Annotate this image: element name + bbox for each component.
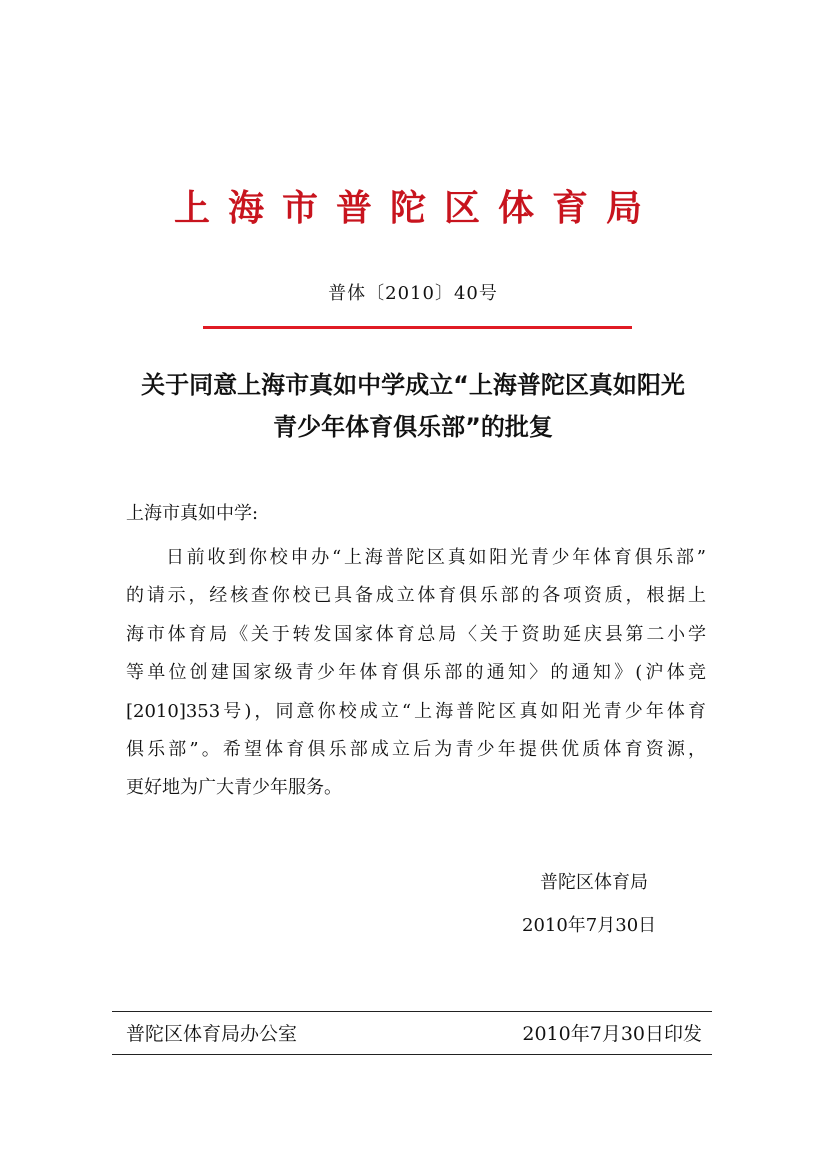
document-title: [110, 364, 716, 448]
body-line: [2010]353号)，同意你校成立“上海普陀区真如阳光青少年体育: [126, 700, 706, 722]
footer-top-rule: [112, 1011, 712, 1012]
body-line: 更好地为广大青少年服务。: [126, 777, 342, 799]
body-line: 等单位创建国家级青少年体育俱乐部的通知〉的通知》(沪体竞: [126, 662, 706, 684]
issuer-heading: 上海市普陀区体育局: [173, 187, 660, 229]
signature-date: 2010年7月30日: [522, 915, 657, 936]
footer-issue-date: 2010年7月30日印发: [522, 1023, 702, 1045]
document-title-line: 青少年体育俱乐部”的批复: [273, 413, 553, 441]
body-line: 的请示，经核查你校已具备成立体育俱乐部的各项资质，根据上: [126, 585, 706, 607]
signature-org: 普陀区体育局: [540, 872, 648, 893]
body-line: 俱乐部”。希望体育俱乐部成立后为青少年提供优质体育资源，: [126, 738, 706, 760]
footer-bottom-rule: [112, 1054, 712, 1055]
document-number: 普体〔2010〕40号: [328, 283, 498, 304]
document-title-line: 关于同意上海市真如中学成立“上海普陀区真如阳光: [141, 371, 685, 399]
red-divider: [203, 326, 632, 329]
body-line: 海市体育局《关于转发国家体育总局〈关于资助延庆县第二小学: [126, 623, 706, 645]
body-line: 日前收到你校申办“上海普陀区真如阳光青少年体育俱乐部”: [166, 547, 706, 568]
footer-office: 普陀区体育局办公室: [126, 1023, 298, 1045]
addressee: 上海市真如中学:: [126, 503, 259, 524]
body-text: [126, 539, 706, 808]
